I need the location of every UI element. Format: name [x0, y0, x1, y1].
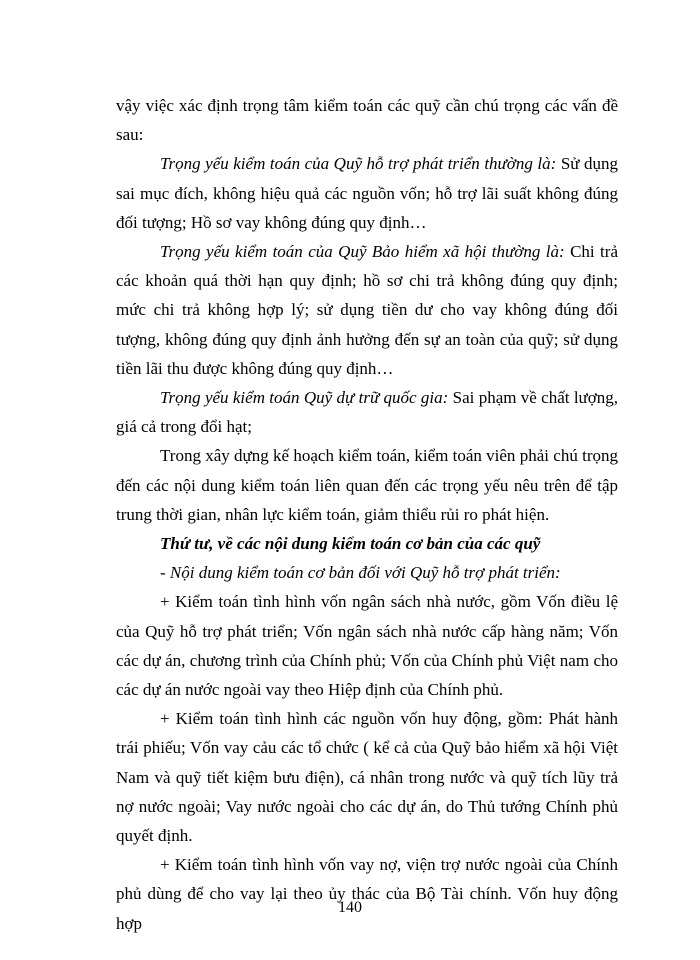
page-number: 140	[338, 899, 362, 916]
social-insurance-materiality-label: Trọng yếu kiểm toán của Quỹ Bảo hiểm xã hội thường là:	[160, 242, 565, 262]
paragraph-mobilized-capital: + Kiểm toán tình hình các nguồn vốn huy động, gồm: Phát hành trái phiếu; Vốn vay cảu các tổ chức ( kể cả của Quỹ bảo hiểm xã hội Việt Nam và quỹ tiết kiệm bưu điện), cá nhân trong nước và quỹ tích lũy trả nợ nước ngoài; Vay nước ngoài cho các dự án, do Thủ tướng Chính phủ quyết định.	[116, 709, 618, 846]
paragraph-social-insurance-materiality	[116, 237, 618, 383]
section-heading: Thứ tư, về các nội dung kiểm toán cơ bản của các quỹ	[160, 534, 541, 554]
page-body	[116, 91, 618, 938]
reserve-fund-materiality-label: Trọng yếu kiểm toán Quỹ dự trữ quốc gia:	[160, 388, 449, 408]
social-insurance-materiality-text: Chi trả các khoản quá thời hạn quy định; hồ sơ chi trả không đúng quy định; mức chi trả không hợp lý; sử dụng tiền dư cho vay không đúng đối tượng, không đúng quy định ảnh hưởng đến sự an toàn của quỹ; sử dụng tiền lãi thu được không đúng quy định…	[116, 242, 618, 378]
development-fund-materiality-text: Sử dụng sai mục đích, không hiệu quả các nguồn vốn; hỗ trợ lãi suất không đúng đối tượng; Hồ sơ vay không đúng quy định…	[116, 154, 618, 232]
paragraph-reserve-fund-materiality	[116, 383, 618, 441]
paragraph-development-fund-materiality	[116, 149, 618, 237]
paragraph-intro: vậy việc xác định trọng tâm kiểm toán các quỹ cần chú trọng các vấn đề sau:	[116, 96, 618, 145]
paragraph-state-budget-capital: + Kiểm toán tình hình vốn ngân sách nhà nước, gồm Vốn điều lệ của Quỹ hỗ trợ phát triển; Vốn ngân sách nhà nước cấp hàng năm; Vốn các dự án, chương trình của Chính phủ; Vốn của Chính phủ Việt nam cho các dự án nước ngoài vay theo Hiệp định của Chính phủ.	[116, 592, 618, 700]
paragraph-audit-planning: Trong xây dựng kế hoạch kiểm toán, kiểm toán viên phải chú trọng đến các nội dung kiểm toán liên quan đến các trọng yếu nêu trên để tập trung thời gian, nhân lực kiểm toán, giảm thiểu rủi ro phát hiện.	[116, 446, 618, 524]
paragraph-foreign-loans: + Kiểm toán tình hình vốn vay nợ, viện trợ nước ngoài của Chính phủ dùng để cho vay lại theo ủy thác của Bộ Tài chính. Vốn huy động hợp	[116, 855, 618, 933]
development-fund-materiality-label: Trọng yếu kiểm toán của Quỹ hỗ trợ phát triển thường là:	[160, 154, 557, 174]
reserve-fund-materiality-text: Sai phạm về chất lượng, giá cả trong đổi hạt;	[116, 388, 619, 437]
section-subheading: - Nội dung kiểm toán cơ bản đối với Quỹ hỗ trợ phát triển:	[160, 563, 561, 583]
